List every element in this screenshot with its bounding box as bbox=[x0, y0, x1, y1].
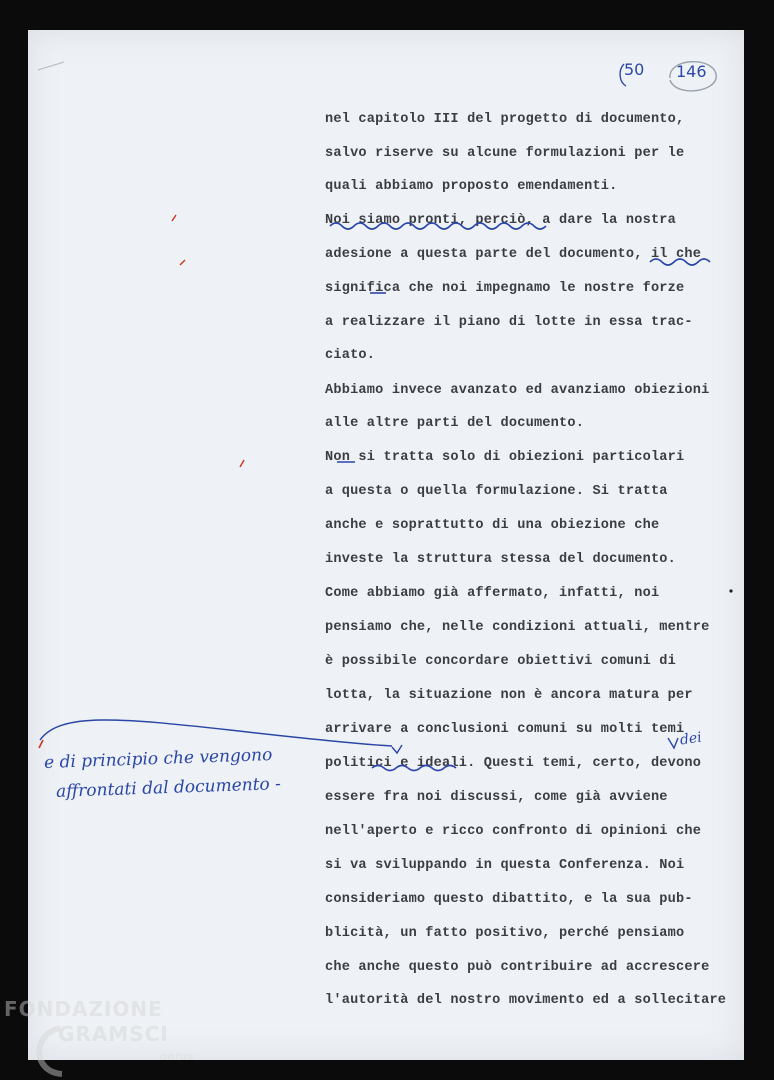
page-number: 50 bbox=[624, 60, 645, 79]
typed-line: è possibile concordare obiettivi comuni di bbox=[325, 654, 677, 669]
typed-line: Noi siamo pronti, perciò, a dare la nostra bbox=[325, 213, 677, 228]
typed-line: Abbiamo invece avanzato ed avanziamo obiezioni bbox=[325, 383, 710, 398]
typed-line: politici e ideali. Questi temi, certo, devono bbox=[325, 756, 702, 771]
typed-line: alle altre parti del documento. bbox=[325, 416, 585, 431]
typed-line: l'autorità del nostro movimento ed a sollecitare bbox=[325, 993, 727, 1008]
typed-line: adesione a questa parte del documento, il che bbox=[325, 247, 702, 262]
typed-line: significa che noi impegnamo le nostre forze bbox=[325, 281, 685, 296]
typed-line: quali abbiamo proposto emendamenti. bbox=[325, 179, 618, 194]
typed-line: salvo riserve su alcune formulazioni per le bbox=[325, 146, 685, 161]
typed-line: nel capitolo III del progetto di documento, bbox=[325, 112, 685, 127]
typed-line: arrivare a conclusioni comuni su molti temi bbox=[325, 722, 685, 737]
typed-line: nell'aperto e ricco confronto di opinioni che bbox=[325, 824, 702, 839]
handwritten-insert: dei bbox=[678, 729, 703, 749]
watermark-line2: GRAMSCI bbox=[58, 1022, 169, 1046]
typed-line: consideriamo questo dibattito, e la sua pub- bbox=[325, 892, 693, 907]
watermark-suffix: onlus bbox=[160, 1050, 195, 1063]
typed-line: lotta, la situazione non è ancora matura per bbox=[325, 688, 693, 703]
typed-line: anche e soprattutto di una obiezione che bbox=[325, 518, 660, 533]
typed-line: Non si tratta solo di obiezioni particolari bbox=[325, 450, 685, 465]
typed-line: si va sviluppando in questa Conferenza. Noi bbox=[325, 858, 685, 873]
watermark-line1: FONDAZIONE bbox=[4, 997, 163, 1021]
typed-line: ciato. bbox=[325, 348, 376, 363]
typed-line: a realizzare il piano di lotte in essa trac- bbox=[325, 315, 693, 330]
margin-note-line: affrontati dal documento - bbox=[55, 774, 282, 802]
archive-number: 146 bbox=[676, 62, 707, 81]
typed-line: blicità, un fatto positivo, perché pensiamo bbox=[325, 926, 685, 941]
typed-line: che anche questo può contribuire ad accrescere bbox=[325, 960, 710, 975]
typed-line: Come abbiamo già affermato, infatti, noi bbox=[325, 586, 660, 601]
typed-line: a questa o quella formulazione. Si tratta bbox=[325, 484, 668, 499]
typed-line: essere fra noi discussi, come già avviene bbox=[325, 790, 668, 805]
typed-line: investe la struttura stessa del documento. bbox=[325, 552, 677, 567]
margin-note-line: e di principio che vengono bbox=[43, 745, 273, 773]
typed-line: pensiamo che, nelle condizioni attuali, mentre bbox=[325, 620, 710, 635]
